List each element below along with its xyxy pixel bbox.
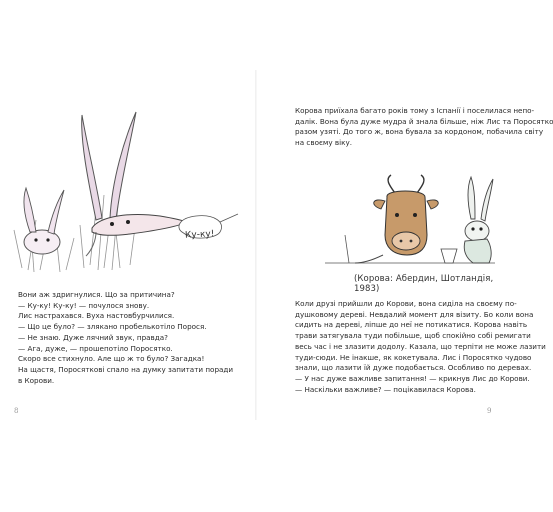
page-number-right: 9: [487, 407, 492, 415]
illustration-caption: (Корова: Абердин, Шотландія, 1983): [354, 274, 494, 294]
text-line: — Наскільки важливе? — поцікавилася Корова.: [295, 384, 476, 394]
text-line: трави затягувала туди побільше, щоб спокійно собі ремигати: [295, 331, 531, 341]
text-line: Коли друзі прийшли до Корови, вона сиділа на своєму по-: [295, 299, 517, 308]
text-line: Скоро все стихнуло. Але що ж то було? Загадка!: [18, 354, 205, 364]
text-line: Лис настрахався. Вуха настовбурчилися.: [18, 311, 175, 321]
text-line: Вони аж здригнулися. Що за притичина?: [18, 290, 175, 299]
text-line: — Ага, дуже, — прошепотіло Поросятко.: [18, 343, 173, 353]
text-line: туди-сюди. Не інакше, як кокетувала. Лис і Поросятко чудово: [295, 352, 532, 362]
text-line: разом узяті. До того ж, вона бувала за кордоном, побачила світу: [295, 127, 544, 137]
text-line: Корова приїхала багато років тому з Іспанії і поселилася непо-: [295, 106, 535, 115]
page-number-left: 8: [14, 407, 19, 415]
left-page-text: [18, 290, 244, 386]
rabbit-fox-illustration: [0, 100, 256, 290]
text-line: — У нас дуже важливе запитання! — крикнув Лис до Корови.: [295, 373, 530, 383]
text-line: — Ку-ку! Ку-ку! — почулося знову.: [18, 300, 150, 310]
text-line: — Не знаю. Дуже лячний звук, правда?: [18, 332, 168, 342]
text-line: на своєму віку.: [295, 138, 352, 148]
text-line: весь час і не злазити додолу. Казала, що терпіти не може лазити: [295, 341, 546, 351]
text-line: душковому дереві. Невдалий момент для візиту. Бо коли вона: [295, 309, 534, 319]
text-line: знали, що лазити їй дуже подобається. Особливо по деревах.: [295, 363, 532, 373]
text-line: далік. Вона була дуже мудра й знала більше, ніж Лис та Поросятко: [295, 116, 553, 126]
right-page-bottom-text: [295, 299, 546, 395]
text-line: в Корови.: [18, 375, 55, 385]
text-line: сидить на дереві, ліпше до неї не потикатися. Корова навіть: [295, 320, 528, 330]
cow-rabbit-illustration: [325, 175, 505, 275]
speech-bubble-text: Ку-ку!: [184, 229, 215, 241]
text-line: — Що це було? — злякано пробелькотіло Порося.: [18, 322, 207, 332]
right-page-top-text: [295, 106, 553, 149]
text-line: На щастя, Поросяткові спало на думку запитати поради: [18, 364, 234, 374]
